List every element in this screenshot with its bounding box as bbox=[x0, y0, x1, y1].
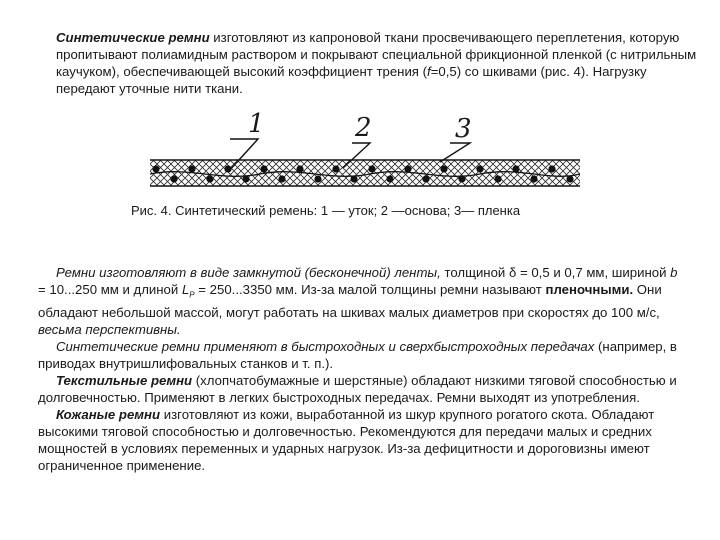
weft-dot bbox=[566, 175, 573, 182]
weft-dot bbox=[368, 165, 375, 172]
weft-dot bbox=[458, 175, 465, 182]
weft-dot bbox=[314, 175, 321, 182]
figure-label-2: 2 bbox=[355, 113, 372, 143]
weft-dot bbox=[386, 175, 393, 182]
weft-dot bbox=[404, 165, 411, 172]
friction-coef-value: =0,5) со шкивами (рис. 4). Нагрузку передают уточные нити ткани. bbox=[56, 64, 647, 96]
leader-line-3 bbox=[440, 143, 470, 162]
weft-dot bbox=[440, 165, 447, 172]
film-belts-perspective: весьма перспективны. bbox=[38, 321, 181, 337]
textile-belts-term: Текстильные ремни bbox=[56, 372, 193, 388]
friction-coef-symbol: f bbox=[427, 64, 431, 79]
belt-types-text bbox=[38, 264, 688, 474]
figure-label-1: 1 bbox=[248, 109, 265, 139]
leather-belts-term: Кожаные ремни bbox=[56, 406, 161, 422]
weft-dot bbox=[530, 175, 537, 182]
synthetic-belts-term: Синтетические ремни bbox=[56, 30, 210, 45]
weft-dot bbox=[296, 165, 303, 172]
length-range: = 250...3350 мм. Из-за малой толщины ремни называют bbox=[194, 282, 546, 297]
width-symbol: b bbox=[670, 265, 678, 280]
belt-cross-section-figure bbox=[150, 108, 580, 194]
film-belts-text: Они обладают небольшой массой, могут работать на шкивах малых диаметров при скоростях до 100 м/с, bbox=[38, 282, 662, 320]
weft-dot bbox=[548, 165, 555, 172]
weft-dot bbox=[152, 165, 159, 172]
weft-dot bbox=[206, 175, 213, 182]
thickness-text: толщиной δ = 0,5 и 0,7 мм, шириной bbox=[440, 265, 671, 280]
weft-dot bbox=[476, 165, 483, 172]
fabric-hatching bbox=[150, 160, 580, 186]
weft-dot bbox=[260, 165, 267, 172]
weft-dot bbox=[332, 165, 339, 172]
weft-dot bbox=[494, 175, 501, 182]
figure-caption: Рис. 4. Синтетический ремень: 1 — уток; 2 —основа; 3— пленка bbox=[131, 203, 521, 218]
length-symbol: $L_P$ bbox=[181, 282, 195, 300]
weft-dot bbox=[422, 175, 429, 182]
weft-dot bbox=[170, 175, 177, 182]
weft-dot bbox=[242, 175, 249, 182]
synthetic-use-text: Синтетические ремни применяют в быстроходных и сверхбыстроходных передачах bbox=[56, 338, 595, 354]
synthetic-use-example: (например, в приводах внутришлифовальных станков и т. п.). bbox=[38, 338, 677, 371]
intro-paragraph bbox=[38, 29, 706, 97]
leather-belts-text: изготовляют из кожи, выработанной из шкур крупного рогатого скота. Обладают высокими тяговой способностью и долговечностью. Рекомендуются для передачи малых и средних мощностей в условиях переменных и ударных нагрузок. Из-за дефицитности и дороговизны имеют ограниченное применение. bbox=[38, 406, 655, 473]
weft-dot bbox=[350, 175, 357, 182]
made-text: Ремни изготовляют в виде замкнутой (бесконечной) ленты, bbox=[56, 265, 441, 280]
film-belts-term: пленочными. bbox=[545, 282, 634, 297]
weft-dot bbox=[278, 175, 285, 182]
belt-layer bbox=[150, 160, 580, 186]
figure-label-3: 3 bbox=[455, 114, 472, 144]
textile-belts-text: (хлопчатобумажные и шерстяные) обладают низкими тяговой способностью и долговечностью. Применяют в легких быстроходных передачах. Ремни выходят из употребления. bbox=[38, 372, 677, 405]
width-range: = 10...250 мм и длиной bbox=[38, 282, 182, 297]
weft-dot bbox=[512, 165, 519, 172]
weft-dot bbox=[188, 165, 195, 172]
intro-text: изготовляют из капроновой ткани просвечивающего переплетения, которую пропитывают полиамидным раствором и покрывают специальной фрикционной пленкой (с нитрильным каучуком), обеспечивающей высокий коэффициент трения ( bbox=[56, 30, 697, 79]
